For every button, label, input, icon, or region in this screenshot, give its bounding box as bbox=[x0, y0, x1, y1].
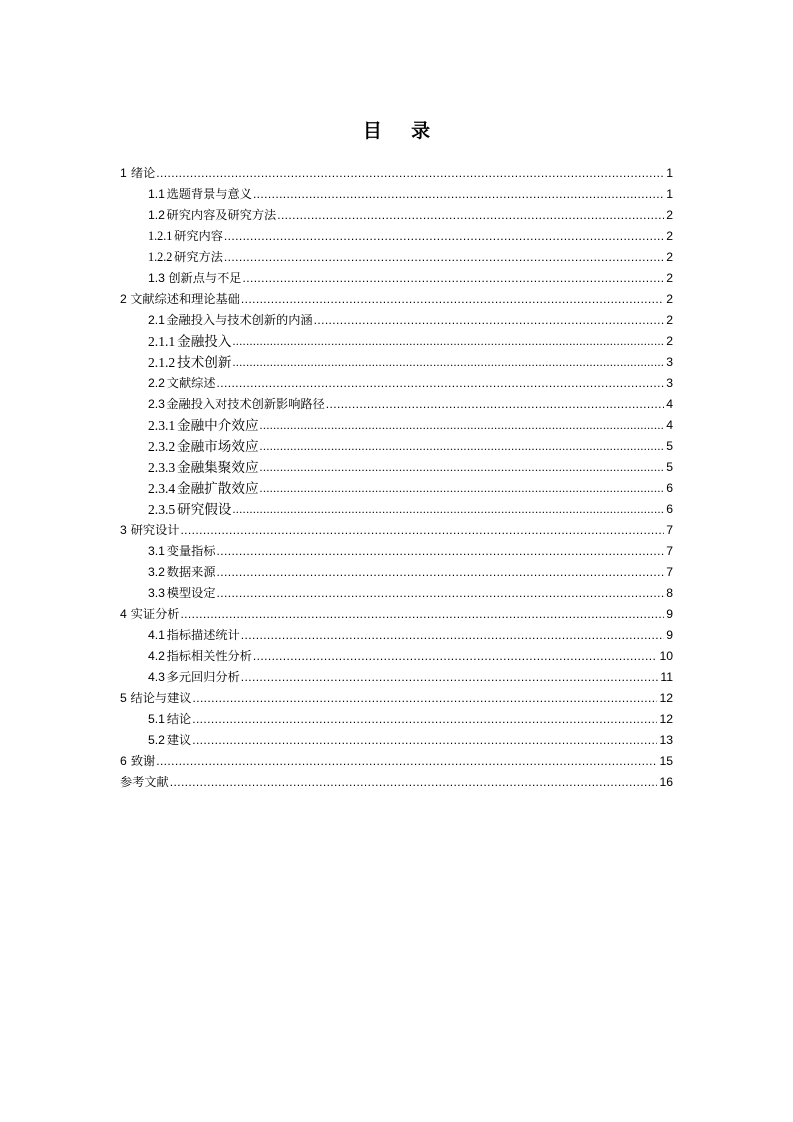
toc-leader-dots bbox=[253, 187, 664, 202]
toc-entry-text: 金融扩散效应 bbox=[176, 481, 259, 496]
toc-entry-text: 金融投入对技术创新影响路径 bbox=[166, 397, 325, 411]
toc-entry-number: 2.1.2 bbox=[148, 355, 176, 370]
toc-leader-dots bbox=[156, 166, 664, 181]
toc-entry-page: 7 bbox=[666, 565, 673, 579]
toc-entry-number: 1.2.2 bbox=[148, 250, 173, 264]
toc-entry-text: 文献综述和理论基础 bbox=[130, 292, 240, 306]
toc-entry-text: 绪论 bbox=[130, 166, 156, 180]
toc-entry-page: 15 bbox=[659, 754, 673, 768]
toc-entry-text: 研究方法 bbox=[174, 250, 223, 264]
toc-entry-number: 2.1.1 bbox=[148, 334, 176, 349]
toc-entry-page: 2 bbox=[666, 334, 673, 348]
toc-entry-text: 研究内容及研究方法 bbox=[166, 208, 277, 222]
toc-leader-dots bbox=[243, 271, 665, 286]
toc-entry-page: 2 bbox=[666, 313, 673, 327]
toc-entry-page: 11 bbox=[660, 670, 673, 684]
toc-entry[interactable] bbox=[120, 433, 673, 454]
toc-leader-dots bbox=[260, 439, 665, 454]
toc-entry-page: 13 bbox=[659, 733, 673, 747]
toc-entry-text: 多元回归分析 bbox=[166, 670, 240, 684]
toc-entry-number: 1.2 bbox=[148, 208, 165, 222]
toc-title: 目 录 bbox=[362, 121, 443, 142]
toc-leader-dots bbox=[241, 628, 664, 643]
toc-entry-number: 5.2 bbox=[148, 733, 165, 747]
toc-entry[interactable] bbox=[120, 664, 673, 685]
toc-entry-text: 金融投入 bbox=[177, 334, 232, 349]
toc-leader-dots bbox=[224, 250, 664, 265]
toc-entry-page: 2 bbox=[666, 229, 673, 243]
toc-entry-page: 1 bbox=[666, 187, 673, 201]
toc-entry-text: 数据来源 bbox=[166, 565, 216, 579]
toc-leader-dots bbox=[260, 418, 665, 433]
toc-leader-dots bbox=[314, 313, 665, 328]
toc-entry-number: 2.3.2 bbox=[148, 439, 176, 454]
toc-entry-text: 建议 bbox=[166, 733, 192, 747]
toc-entry[interactable] bbox=[120, 496, 673, 517]
toc-leader-dots bbox=[180, 607, 664, 622]
toc-entry-page: 16 bbox=[659, 775, 673, 789]
toc-entry-number: 5.1 bbox=[148, 712, 165, 726]
toc-entry[interactable] bbox=[120, 475, 673, 496]
toc-leader-dots bbox=[217, 565, 665, 580]
toc-entry-number: 3.2 bbox=[148, 565, 165, 579]
toc-entry-number: 2 bbox=[120, 292, 127, 306]
toc-entry-number: 2.3.1 bbox=[148, 418, 176, 433]
toc-entry-number: 3.3 bbox=[148, 586, 165, 600]
toc-entry-number: 4.3 bbox=[148, 670, 165, 684]
toc-entry-number: 2.3.5 bbox=[148, 502, 176, 517]
toc-entry-text: 实证分析 bbox=[130, 607, 180, 621]
toc-entry-page: 5 bbox=[666, 460, 673, 474]
toc-entry-text: 技术创新 bbox=[177, 355, 232, 370]
toc-entry[interactable] bbox=[120, 538, 673, 559]
toc-entry[interactable] bbox=[120, 622, 673, 643]
toc-entry[interactable] bbox=[120, 265, 673, 286]
toc-entry-number: 3 bbox=[120, 523, 127, 537]
toc-leader-dots bbox=[241, 670, 659, 685]
toc-entry-page: 9 bbox=[666, 607, 673, 621]
toc-leader-dots bbox=[156, 754, 657, 769]
toc-entry-text: 选题背景与意义 bbox=[166, 187, 252, 201]
toc-leader-dots bbox=[232, 334, 664, 349]
toc-entry-text: 指标相关性分析 bbox=[166, 649, 252, 663]
toc-leader-dots bbox=[326, 397, 664, 412]
toc-entry-page: 6 bbox=[666, 502, 673, 516]
toc-leader-dots bbox=[192, 691, 657, 706]
toc-entry-number: 4.1 bbox=[148, 628, 165, 642]
toc-entry-page: 4 bbox=[666, 418, 673, 432]
toc-entry-page: 3 bbox=[666, 355, 673, 369]
toc-leader-dots bbox=[260, 481, 665, 496]
toc-entry-text: 参考文献 bbox=[120, 775, 169, 789]
toc-entry-text: 模型设定 bbox=[166, 586, 216, 600]
toc-entry-number: 1.3 bbox=[148, 271, 165, 285]
toc-entry-text: 致谢 bbox=[130, 754, 156, 768]
toc-leader-dots bbox=[217, 544, 665, 559]
toc-entry-number: 2.1 bbox=[148, 313, 165, 327]
toc-entry-number: 4 bbox=[120, 607, 127, 621]
toc-entry-page: 7 bbox=[666, 523, 673, 537]
toc-leader-dots bbox=[217, 586, 665, 601]
toc-leader-dots bbox=[180, 523, 664, 538]
toc-entry-text: 结论与建议 bbox=[130, 691, 192, 705]
toc-leader-dots bbox=[192, 733, 657, 748]
toc-leader-dots bbox=[232, 355, 664, 370]
toc-entry-page: 10 bbox=[659, 649, 673, 663]
toc-entry-text: 研究内容 bbox=[174, 229, 223, 243]
toc-entry-number: 5 bbox=[120, 691, 127, 705]
toc-entry[interactable] bbox=[120, 706, 673, 727]
toc-list bbox=[120, 160, 673, 790]
toc-entry-text: 指标描述统计 bbox=[166, 628, 240, 642]
toc-entry-text: 创新点与不足 bbox=[168, 271, 242, 285]
toc-entry-page: 2 bbox=[666, 292, 673, 306]
toc-leader-dots bbox=[277, 208, 664, 223]
toc-entry-page: 2 bbox=[666, 250, 673, 264]
toc-entry-text: 结论 bbox=[166, 712, 192, 726]
toc-leader-dots bbox=[170, 775, 658, 790]
toc-entry[interactable] bbox=[120, 412, 673, 433]
toc-entry-page: 8 bbox=[666, 586, 673, 600]
toc-entry-page: 12 bbox=[659, 712, 673, 726]
toc-entry[interactable] bbox=[120, 517, 673, 538]
toc-entry[interactable] bbox=[120, 223, 673, 244]
toc-entry-page: 9 bbox=[666, 628, 673, 642]
toc-entry-page: 6 bbox=[666, 481, 673, 495]
toc-entry[interactable] bbox=[120, 202, 673, 223]
toc-entry-number: 2.3.3 bbox=[148, 460, 176, 475]
toc-entry[interactable] bbox=[120, 349, 673, 370]
toc-entry-number: 6 bbox=[120, 754, 127, 768]
toc-entry[interactable] bbox=[120, 727, 673, 748]
toc-entry-number: 2.3 bbox=[148, 397, 165, 411]
toc-leader-dots bbox=[260, 460, 665, 475]
toc-entry-text: 文献综述 bbox=[166, 376, 216, 390]
toc-entry-page: 2 bbox=[666, 208, 673, 222]
toc-entry[interactable] bbox=[120, 454, 673, 475]
toc-entry[interactable] bbox=[120, 643, 673, 664]
toc-entry[interactable] bbox=[120, 559, 673, 580]
toc-entry[interactable] bbox=[120, 769, 673, 790]
toc-entry[interactable] bbox=[120, 580, 673, 601]
toc-entry-text: 金融集聚效应 bbox=[176, 460, 259, 475]
toc-entry[interactable] bbox=[120, 391, 673, 412]
toc-leader-dots bbox=[241, 292, 664, 307]
toc-entry-text: 研究设计 bbox=[130, 523, 180, 537]
toc-leader-dots bbox=[217, 376, 665, 391]
toc-entry[interactable] bbox=[120, 181, 673, 202]
toc-entry-text: 变量指标 bbox=[166, 544, 216, 558]
toc-entry[interactable] bbox=[120, 286, 673, 307]
toc-entry[interactable] bbox=[120, 685, 673, 706]
toc-entry-number: 4.2 bbox=[148, 649, 165, 663]
toc-leader-dots bbox=[253, 649, 658, 664]
toc-entry[interactable] bbox=[120, 307, 673, 328]
toc-entry-page: 2 bbox=[666, 271, 673, 285]
toc-entry-number: 1.1 bbox=[148, 187, 165, 201]
toc-entry-number: 2.2 bbox=[148, 376, 165, 390]
toc-entry-page: 5 bbox=[666, 439, 673, 453]
toc-entry-number: 2.3.4 bbox=[148, 481, 176, 496]
toc-entry-page: 3 bbox=[666, 376, 673, 390]
toc-entry[interactable] bbox=[120, 244, 673, 265]
toc-entry-number: 3.1 bbox=[148, 544, 165, 558]
toc-entry-page: 12 bbox=[659, 691, 673, 705]
toc-entry-text: 研究假设 bbox=[177, 502, 232, 517]
toc-entry-page: 4 bbox=[666, 397, 673, 411]
toc-leader-dots bbox=[232, 502, 664, 517]
toc-entry[interactable] bbox=[120, 328, 673, 349]
toc-entry[interactable] bbox=[120, 370, 673, 391]
toc-entry-text: 金融投入与技术创新的内涵 bbox=[166, 313, 313, 327]
toc-entry-number: 1.2.1 bbox=[148, 229, 173, 243]
toc-entry[interactable] bbox=[120, 160, 673, 181]
toc-entry-number: 1 bbox=[120, 166, 127, 180]
toc-leader-dots bbox=[224, 229, 664, 244]
toc-leader-dots bbox=[192, 712, 657, 727]
toc-entry[interactable] bbox=[120, 748, 673, 769]
toc-entry-text: 金融市场效应 bbox=[176, 439, 259, 454]
toc-entry[interactable] bbox=[120, 601, 673, 622]
toc-entry-page: 1 bbox=[666, 166, 673, 180]
toc-entry-text: 金融中介效应 bbox=[176, 418, 259, 433]
toc-entry-page: 7 bbox=[666, 544, 673, 558]
